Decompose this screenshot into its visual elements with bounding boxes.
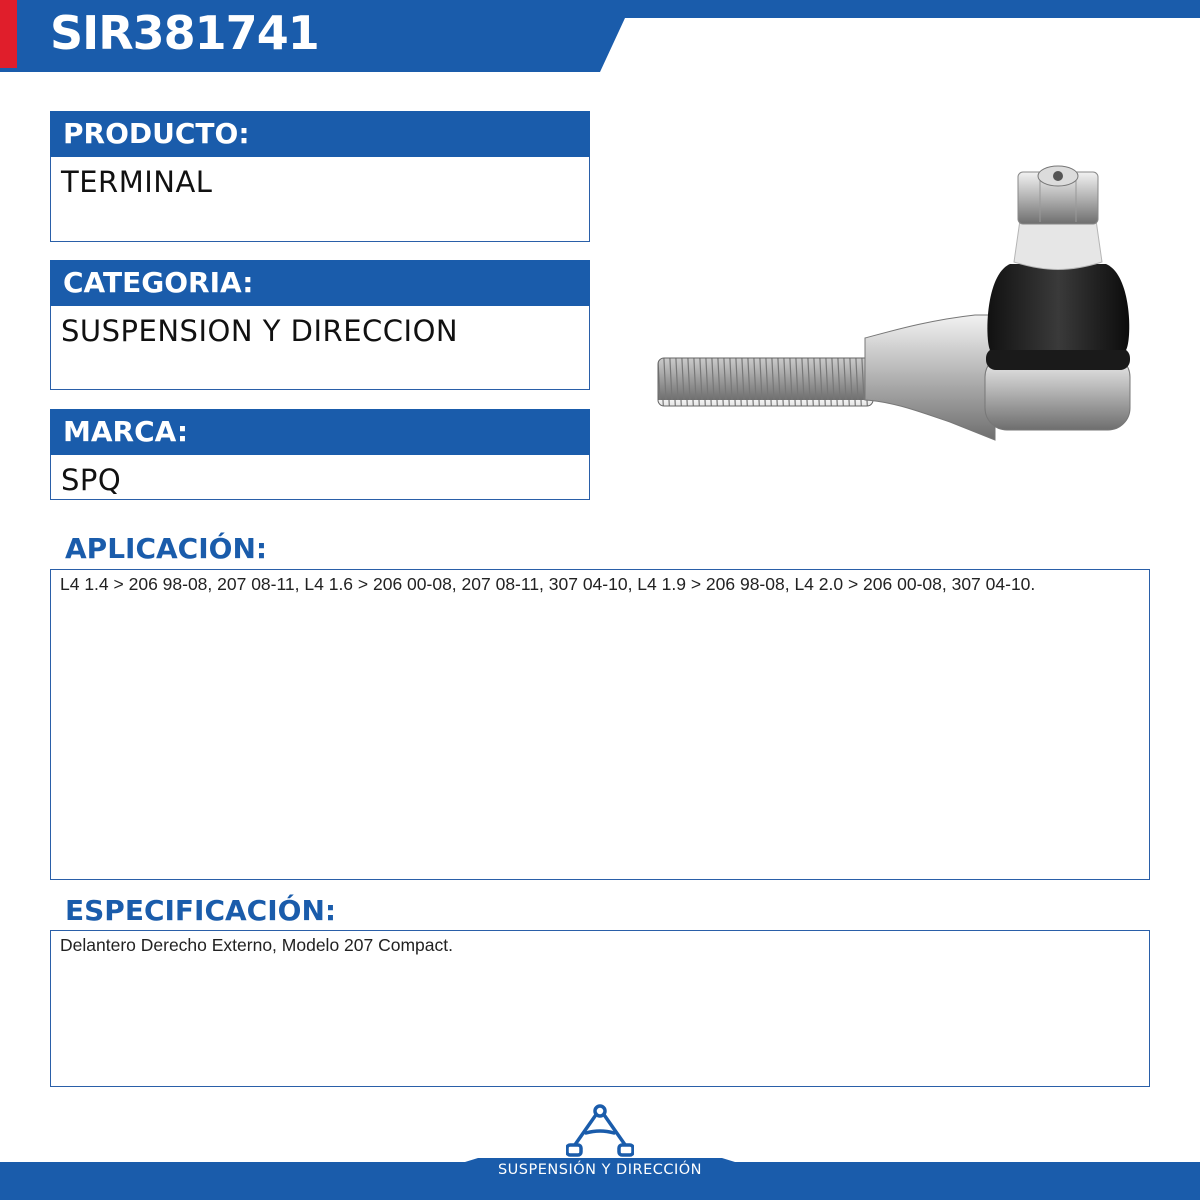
product-image: [650, 160, 1150, 450]
producto-label: PRODUCTO:: [50, 111, 590, 157]
producto-value: TERMINAL: [50, 157, 590, 242]
product-sku: SIR381741: [50, 6, 319, 60]
categoria-value: SUSPENSION Y DIRECCION: [50, 306, 590, 390]
marca-label: MARCA:: [50, 409, 590, 455]
especificacion-text: Delantero Derecho Externo, Modelo 207 Compact.: [50, 930, 1150, 1087]
aplicacion-title: APLICACIÓN:: [65, 532, 268, 565]
control-arm-icon: [566, 1103, 634, 1159]
categoria-label: CATEGORIA:: [50, 260, 590, 306]
aplicacion-text: L4 1.4 > 206 98-08, 207 08-11, L4 1.6 > 206 00-08, 207 08-11, 307 04-10, L4 1.9 > 206 98-08, L4 2.0 > 206 00-08, 307 04-10.: [50, 569, 1150, 880]
especificacion-title: ESPECIFICACIÓN:: [65, 894, 337, 927]
marca-value: SPQ: [50, 455, 590, 500]
footer-category-label: SUSPENSIÓN Y DIRECCIÓN: [497, 1162, 703, 1178]
accent-stripe: [0, 0, 17, 68]
